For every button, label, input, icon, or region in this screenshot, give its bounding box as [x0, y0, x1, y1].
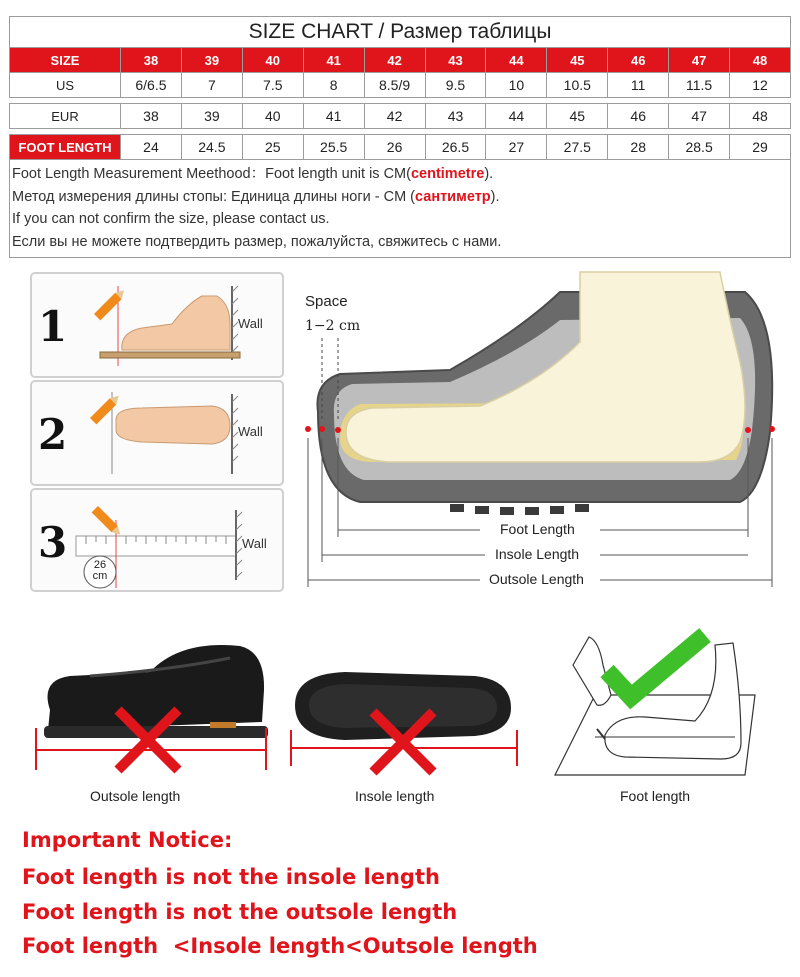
foot-length-label: FOOT LENGTH: [10, 135, 121, 160]
insole-photo-label: Insole length: [355, 788, 435, 804]
size-cell: 42: [364, 48, 425, 73]
outsole-length-dim-label: Outsole Length: [489, 571, 584, 587]
size-cell: 43: [425, 48, 486, 73]
step-number: 2: [38, 410, 68, 459]
table-cell: 24.5: [181, 135, 242, 160]
us-row: [10, 73, 791, 98]
size-cell: 44: [486, 48, 547, 73]
outsole-photo-label: Outsole length: [90, 788, 181, 804]
space-label: Space: [305, 293, 348, 310]
table-cell: 44: [486, 104, 547, 129]
table-cell: 11.5: [669, 73, 730, 98]
table-cell: 7: [181, 73, 242, 98]
table-cell: 45: [547, 104, 608, 129]
size-header-row: [10, 48, 791, 73]
table-cell: 8: [303, 73, 364, 98]
size-cell: 41: [303, 48, 364, 73]
table-cell: 27: [486, 135, 547, 160]
table-cell: 26: [364, 135, 425, 160]
ruler-unit: cm: [92, 570, 108, 582]
step-1-panel: [30, 272, 284, 378]
note-unit-highlight: сантиметр: [415, 188, 491, 205]
table-cell: 47: [669, 104, 730, 129]
foot-length-photo-label: Foot length: [620, 788, 691, 804]
ruler-reading: [90, 560, 110, 582]
step-3-panel: [30, 488, 284, 592]
size-cell: 38: [121, 48, 182, 73]
table-cell: 24: [121, 135, 182, 160]
us-label: US: [10, 73, 121, 98]
note-line: Если вы не можете подтвердить размер, пожалуйста, свяжитесь с нами.: [12, 233, 502, 250]
chart-title: SIZE CHART / Размер таблицы: [9, 16, 791, 47]
size-cell: 45: [547, 48, 608, 73]
note-line: If you can not confirm the size, please contact us.: [12, 211, 330, 227]
table-cell: 9.5: [425, 73, 486, 98]
table-cell: 12: [730, 73, 791, 98]
note-unit-highlight: centimetre: [410, 166, 485, 182]
table-cell: 28.5: [669, 135, 730, 160]
table-cell: 27.5: [547, 135, 608, 160]
space-value: 1−2 cm: [305, 318, 361, 334]
notice-line: Foot length is not the insole length: [22, 865, 440, 889]
table-cell: 8.5/9: [364, 73, 425, 98]
table-cell: 29: [730, 135, 791, 160]
step-number: 1: [38, 302, 68, 351]
table-cell: 6/6.5: [121, 73, 182, 98]
note-text: Foot Length Measurement Meethood：Foot length unit is CM(: [12, 166, 411, 182]
eur-label: EUR: [10, 104, 121, 129]
table-cell: 43: [425, 104, 486, 129]
table-cell: 28: [608, 135, 669, 160]
note-text: Метод измерения длины стопы: Единица длины ноги - CM (: [12, 188, 416, 205]
notice-title: Important Notice:: [22, 828, 233, 852]
size-cell: 46: [608, 48, 669, 73]
size-cell: 40: [242, 48, 303, 73]
size-chart: [9, 16, 791, 258]
table-cell: 38: [121, 104, 182, 129]
check-icon: [607, 635, 705, 697]
table-cell: 42: [364, 104, 425, 129]
note-text: ).: [484, 166, 494, 182]
eur-row: [10, 104, 791, 129]
notice-line: Foot length <Insole length<Outsole length: [22, 934, 538, 958]
notice-line: Foot length is not the outsole length: [22, 900, 458, 924]
step-2-panel: [30, 380, 284, 486]
foot-length-dim-label: Foot Length: [500, 521, 575, 537]
size-cell: 47: [669, 48, 730, 73]
size-cell: 48: [730, 48, 791, 73]
ruler-value: 26: [93, 559, 107, 571]
wall-label: Wall: [238, 316, 263, 331]
table-cell: 41: [303, 104, 364, 129]
note-text: ).: [490, 188, 500, 205]
size-cell: 39: [181, 48, 242, 73]
shoe-photo: [30, 630, 270, 780]
table-cell: 46: [608, 104, 669, 129]
table-cell: 48: [730, 104, 791, 129]
insole-photo: [285, 660, 525, 780]
table-cell: 7.5: [242, 73, 303, 98]
note-line: [12, 163, 788, 186]
size-header-label: SIZE: [10, 48, 121, 73]
table-cell: 39: [181, 104, 242, 129]
measurement-notes: [9, 160, 791, 258]
note-line: [12, 186, 788, 209]
wall-label: Wall: [238, 424, 263, 439]
table-cell: 11: [608, 73, 669, 98]
table-cell: 10: [486, 73, 547, 98]
insole-length-dim-label: Insole Length: [495, 546, 580, 562]
table-cell: 40: [242, 104, 303, 129]
size-table: [9, 47, 791, 160]
table-cell: 25.5: [303, 135, 364, 160]
table-cell: 25: [242, 135, 303, 160]
foot-length-row: [10, 135, 791, 160]
wall-label: Wall: [242, 536, 267, 551]
table-cell: 10.5: [547, 73, 608, 98]
step-number: 3: [38, 518, 68, 567]
table-cell: 26.5: [425, 135, 486, 160]
foot-sketch: [545, 625, 765, 785]
